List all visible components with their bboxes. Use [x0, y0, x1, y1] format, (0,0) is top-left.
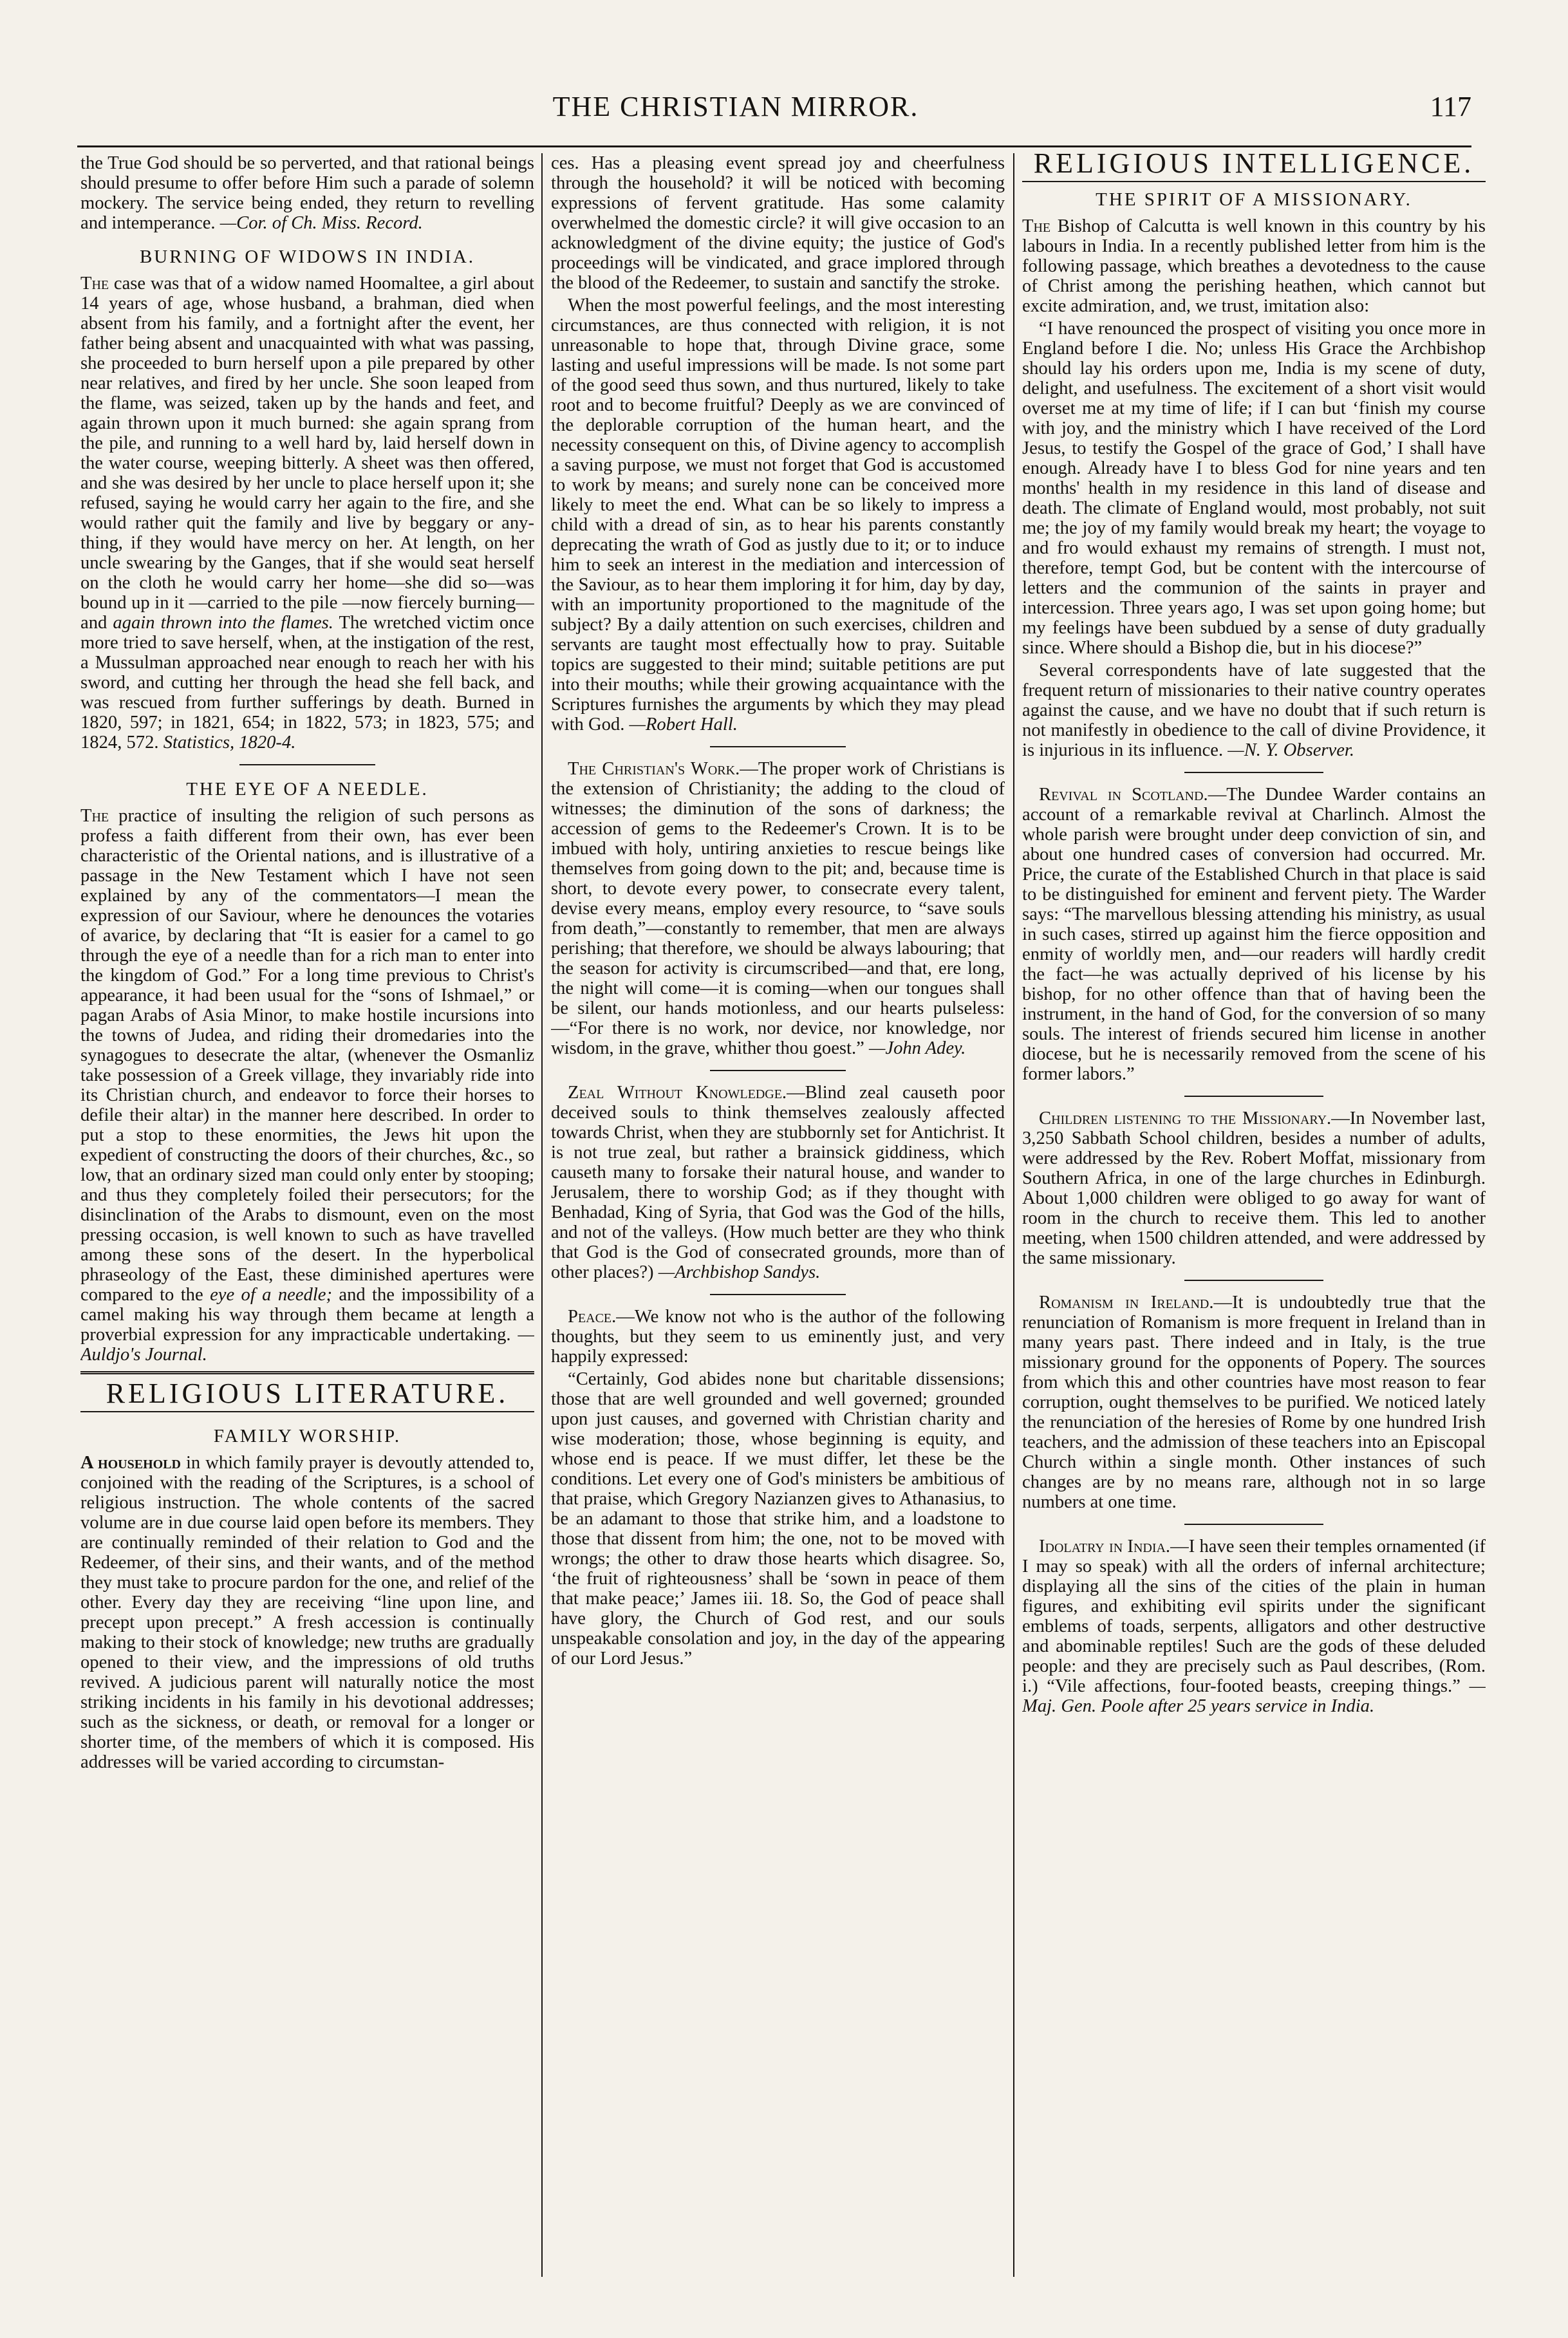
separator — [1184, 1096, 1323, 1097]
article-title: THE SPIRIT OF A MISSIONARY. — [1096, 189, 1412, 210]
italic-text: again thrown into the flames. — [113, 613, 333, 633]
lead-word: Zeal Without Knowledge. — [568, 1083, 787, 1103]
article-body — [551, 295, 1005, 734]
article-body — [1022, 660, 1486, 760]
body-text: When the most powerful feelings, and the most interesting circumstances, are thus connected with religion, it is not unreasonable to hope that, through Divine grace, some lasting and useful impressions will be made. Is not some part of the good seed thus sown, and thus nurtured, likely to take root and to become fruitful? Deeply as we are convinced of the deplorable corruption of the human heart, and the necessity consequent on this, of Divine agency to accomplish a saving purpose, we must not forget that God is accustomed to work by means; and surely none can be conceived more likely to meet the end. What can be so likely to impress a child with a dread of sin, as to hear his parents constantly deprecating the wrath of God as justly due to it; or to induce him to seek an interest in the mediation and intercession of the Saviour, as to hear them imploring it for him, day by day, with an importunity proportioned to the magnitude of the subject? By a daily attention on such exercises, children and servants are taught most effectually how to pray. Suitable topics are suggested to their mind; suitable petitions are put into their mouths; while their growing acquaintance with the Scriptures furnishes the arguments by which they may plead with God. — [551, 295, 1005, 734]
separator — [1184, 1280, 1323, 1281]
body-text: practice of insulting the religion of such persons as profess a faith different from their own, has ever been characteristic of the Oriental nations, and is illustrative of a passage in the New Testament which I have not seen explained by any of the commentators—I mean the expression of our Saviour, where he denounces the votaries of avarice, by declaring that “It is easier for a camel to go through the eye of a needle than for a rich man to enter into the kingdom of God.” For a long time previous to Christ's appearance, it had been usual for the “sons of Ishmael,” or pagan Arabs of Asia Minor, to make hostile incursions into the towns of Judea, and riding their dromedaries into the synagogues to desecrate the altar, (whenever the Osmanliz take possession of a Greek village, they invariably ride into its Christian church, and endeavor to force their horses to defile their altar) in the manner here described. In order to put a stop to these enormities, the Jews hit upon the expedient of constructing the doors of their churches, &c., so low, that an ordinary sized man could only enter by stooping; and thus they completely foiled their persecutors; for the disinclination of the Arabs to dismount, even on the most pressing occasion, is well known to such as have travelled among these sons of the desert. In the hyperbolical phraseology of the East, these diminished apertures were compared to the — [80, 806, 534, 1305]
article-body — [1022, 1108, 1486, 1268]
column-divider — [1013, 153, 1014, 2277]
article-continuation — [80, 153, 534, 233]
lead-word: Revival in Scotland. — [1039, 785, 1208, 805]
citation: —Auldjo's Journal. — [80, 1325, 534, 1365]
body-text: the True God should be so perverted, and that rational beings should presume to offer before Him such a parade of solemn mockery. The service being ended, they return to revelling and intemperance. — [80, 153, 534, 233]
article-title: FAMILY WORSHIP. — [213, 1426, 402, 1446]
article-continuation: ces. Has a pleasing event spread joy and cheerfulness through the household? it will be noticed with becoming expressions of fervent gratitude. Has some calamity overwhelmed the domestic circle? it will give occasion to an acknowledgment of the divine equity; the justice of God's proceedings will be vindicated, and grace implored through the blood of the Redeemer, to sustain and sanctify the stroke. — [551, 153, 1005, 293]
column-1 — [80, 153, 534, 2277]
article-body — [80, 1453, 534, 1772]
masthead-title: THE CHRISTIAN MIRROR. — [552, 91, 919, 122]
lead-word: Idolatry in India. — [1039, 1537, 1171, 1557]
column-divider — [541, 153, 543, 2277]
body-text: and the impossibility of a camel making his way through them became at length a proverbial expression for any impracticable undertaking. — [80, 1285, 534, 1345]
column-2 — [551, 153, 1005, 2277]
article-title: BURNING OF WIDOWS IN INDIA. — [139, 247, 476, 267]
separator — [710, 1070, 846, 1071]
body-text: case was that of a widow named Hoomaltee, a girl about 14 years of age, whose husband, a brahman, died when absent from his family, and a fortnight after the event, her father being absent and unacquainted with what was passing, she proceeded to burn herself upon a pile prepared by other near relatives, and fired by her uncle. She soon leaped from the flame, was seized, taken up by the hands and feet, and again thrown upon it much burned: she again sprang from the pile, and running to a well hard by, laid herself down in the water course, weeping bitterly. A sheet was then offered, and she was desired by her uncle to place herself upon it; she refused, saying he would carry her again to the fire, and she would rather quit the family and live by beggary or any-thing, if they would have mercy on her. At length, on her uncle swearing by the Ganges, that if she would seat herself on the cloth he would carry her home—she did so—was bound up in it —carried to the pile —now fiercely burning—and — [80, 274, 534, 633]
section-rule — [80, 1411, 534, 1412]
section-rule — [80, 1371, 534, 1374]
lead-word: The — [1022, 216, 1051, 236]
body-text: The wretched victim once more tried to save herself, when, at the instigation of the rest, a Mussulman approached near enough to reach her with his sword, and cutting her through the head she fell back, and was rescued from further sufferings by death. Burned in 1820, 597; in 1821, 654; in 1822, 573; in 1823, 575; and 1824, 572. — [80, 613, 534, 753]
article-body — [1022, 216, 1486, 316]
body-text: —The proper work of Christians is the extension of Christianity; the adding to the cloud of witnesses; the diminution of the sons of darkness; the accession of gems to the Redeemer's Crown. It is to be imbued with holy, untiring anxieties to rescue beings like themselves from going down to the pit; and, because time is short, to devote every power, to consecrate every talent, devise every means, employ every resource, to “save souls from death,”—constantly to remember, that men are always perishing; that therefore, we should be always labouring; that the season for activity is circumscribed—and that, ere long, the night will come—it is coming—when our tongues shall be silent, our hands motionless, and our hearts pulseless:—“For there is no work, nor device, nor knowledge, nor wisdom, in the grave, whither thou goest.” — [551, 759, 1005, 1058]
separator — [710, 1294, 846, 1295]
article-body — [1022, 1537, 1486, 1716]
article-body — [1022, 785, 1486, 1084]
body-text: —It is undoubtedly true that the renunciation of Romanism is more frequent in Ireland than in many years past. There indeed and in Italy, is the true missionary ground for the opponents of Popery. The sources from which this and other countries have most reason to fear corruption, ought themselves to be purified. We noticed lately the renunciation of the heresies of Rome by one hundred Irish teachers, and the admission of these teachers into an Episcopal Church within a single month. Other instances of such changes are by no means rare, although not in so large numbers at one time. — [1022, 1293, 1486, 1512]
body-text: in which family prayer is devoutly attended to, conjoined with the reading of the Scriptures, is a school of religious instruction. The whole contents of the sacred volume are in due course laid open before its members. They are continually reminded of their relation to God and the Redeemer, of their sins, and their wants, and of the method they must take to procure pardon for the one, and relief of the other. Every day they are receiving “line upon line, and precept upon precept.” A fresh accession is continually making to their stock of knowledge; new truths are gradually opened to their view, and the impressions of old truths revived. A judicious parent will naturally notice the most striking incidents in his family in his devotional addresses; such as the sickness, or death, or removal for a longer or shorter time, of the members of which it is composed. His addresses will be varied according to circumstan- — [80, 1453, 534, 1772]
separator — [1184, 1524, 1323, 1525]
citation: —Cor. of Ch. Miss. Record. — [219, 213, 423, 233]
header-rule — [77, 145, 1471, 147]
body-text: —I have seen their temples ornamented (if I may so speak) with all the orders of infernal architecture; displaying all the sins of the cities of the plain in human figures, and exhibiting evil spirits under the significant emblems of toads, serpents, alligators and other destructive and abominable reptiles! Such are the gods of these deluded people: and they are precisely such as Paul describes, (Rom. i.) “Vile affections, four-footed beasts, creeping things.” — [1022, 1537, 1486, 1696]
citation: —N. Y. Observer. — [1227, 740, 1355, 760]
section-banner: RELIGIOUS LITERATURE. — [106, 1378, 509, 1409]
lead-word: The Christian's Work. — [568, 759, 740, 779]
separator — [1184, 772, 1323, 773]
lead-word: A household — [80, 1453, 181, 1473]
lead-word: Peace. — [568, 1307, 617, 1327]
article-body — [80, 274, 534, 753]
article-body — [1022, 1293, 1486, 1512]
article-body — [551, 759, 1005, 1058]
body-text: Bishop of Calcutta is well known in this country by his labours in India. In a recently published letter from him is the following passage, which breathes a devotedness to the cause of Christ among the perishing heathen, which cannot but excite admiration, and, we trust, imitation also: — [1022, 216, 1486, 316]
lead-word: The — [80, 274, 109, 294]
quotation: “I have renounced the prospect of visiting you once more in England before I die. No; unless His Grace the Archbishop should lay his orders upon me, India is my scene of duty, delight, and usefulness. The excitement of a short visit would overset me at my time of life; if I can but ‘finish my course with joy, and the ministry which I have received of the Lord Jesus, to testify the Gospel of the grace of God,’ I shall have enough. Already have I to bless God for nine years and ten months' health in my residence in this land of disease and death. The climate of England would, most probably, not suit me; the joy of my family would break my heart; the voyage to and fro would exhaust my remains of strength. I must not, therefore, tempt God, but be content with the intercourse of letters and the communion of the saints in prayer and intercession. Three years ago, I was set upon going home; but my feelings have been subdued by a sense of duty gradually since. Where should a Bishop die, but in his diocese?” — [1022, 319, 1486, 658]
body-text: —Blind zeal causeth poor deceived souls to think themselves zealously affected towards Christ, when they are stubbornly set for Antichrist. It is not true zeal, but rather a brainsick giddiness, which causeth many to forsake their natural house, and wander to Jerusalem, there to worship God; as if they thought with Benhadad, King of Syria, that God was the God of the hills, and not of the valleys. (How much better are they who think that God is the God of consecrated grounds, more than of other places?) — [551, 1083, 1005, 1282]
separator — [239, 764, 376, 765]
section-banner: RELIGIOUS INTELLIGENCE. — [1033, 153, 1475, 179]
section-rule — [1022, 181, 1486, 182]
article-body — [551, 1083, 1005, 1282]
article-title: THE EYE OF A NEEDLE. — [186, 779, 429, 800]
citation: —John Adey. — [868, 1038, 966, 1058]
separator — [710, 746, 846, 747]
article-body — [551, 1307, 1005, 1367]
page-number: 117 — [1430, 91, 1471, 122]
body-text: —We know not who is the author of the following thoughts, but they seem to us eminently just, and very happily expressed: — [551, 1307, 1005, 1367]
quotation: “Certainly, God abides none but charitable dissensions; those that are well grounded and well governed; grounded upon just causes, and governed with Christian charity and wise moderation; those, whose beginning is equity, and whose end is peace. If we must differ, let these be the conditions. Let every one of God's ministers be ambitious of that praise, which Gregory Nazianzen gives to Athanasius, to be an adamant to those that strike him, and a loadstone to those that dissent from him; the one, not to be moved with wrongs; the other to draw those hearts which disagree. So, ‘the fruit of righteousness’ shall be ‘sown in peace of them that make peace;’ James iii. 18. So, the God of peace shall have glory, the Church of God rest, and our souls unspeakable consolation and joy, in the day of the appearing of our Lord Jesus.” — [551, 1369, 1005, 1669]
citation: —Robert Hall. — [629, 715, 738, 734]
citation: —Archbishop Sandys. — [658, 1262, 821, 1282]
italic-text: eye of a needle; — [210, 1285, 332, 1305]
body-text: Several correspondents have of late suggested that the frequent return of missionaries to their native country operates against the cause, and we have no doubt that if such return is not manifestly in obedience to the call of divine Providence, it is injurious in its influence. — [1022, 660, 1486, 760]
lead-word: Children listening to the Missionary. — [1039, 1108, 1332, 1128]
lead-word: The — [80, 806, 109, 826]
column-3 — [1022, 153, 1486, 2277]
citation: Statistics, 1820-4. — [163, 733, 296, 753]
lead-word: Romanism in Ireland. — [1039, 1293, 1214, 1313]
article-body — [80, 806, 534, 1365]
body-text: —The Dundee Warder contains an account of a remarkable revival at Charlinch. Almost the whole parish were brought under deep conviction of sin, and about one hundred cases of conversion had occurred. Mr. Price, the curate of the Established Church in that place is said to be distinguished for eminent and fervent piety. The Warder says: “The marvellous blessing attending his ministry, as usual in such cases, stirred up against him the fierce opposition and enmity of worldly men, and—our readers will hardly credit the fact—he was actually deprived of his license by his bishop, for no other offence than that of having been the instrument, in the hand of God, for the conversion of so many souls. The interest of friends secured him license in another diocese, but he is necessarily removed from the scene of his former labors.” — [1022, 785, 1486, 1084]
citation: —Maj. Gen. Poole after 25 years service in India. — [1022, 1676, 1486, 1716]
body-text: —In November last, 3,250 Sabbath School children, besides a number of adults, were addressed by the Rev. Robert Moffat, missionary from Southern Africa, in one of the large churches in Edinburgh. About 1,000 children were obliged to go away for want of room in the church to receive them. This led to another meeting, when 1500 children attended, and were addressed by the same missionary. — [1022, 1108, 1486, 1268]
